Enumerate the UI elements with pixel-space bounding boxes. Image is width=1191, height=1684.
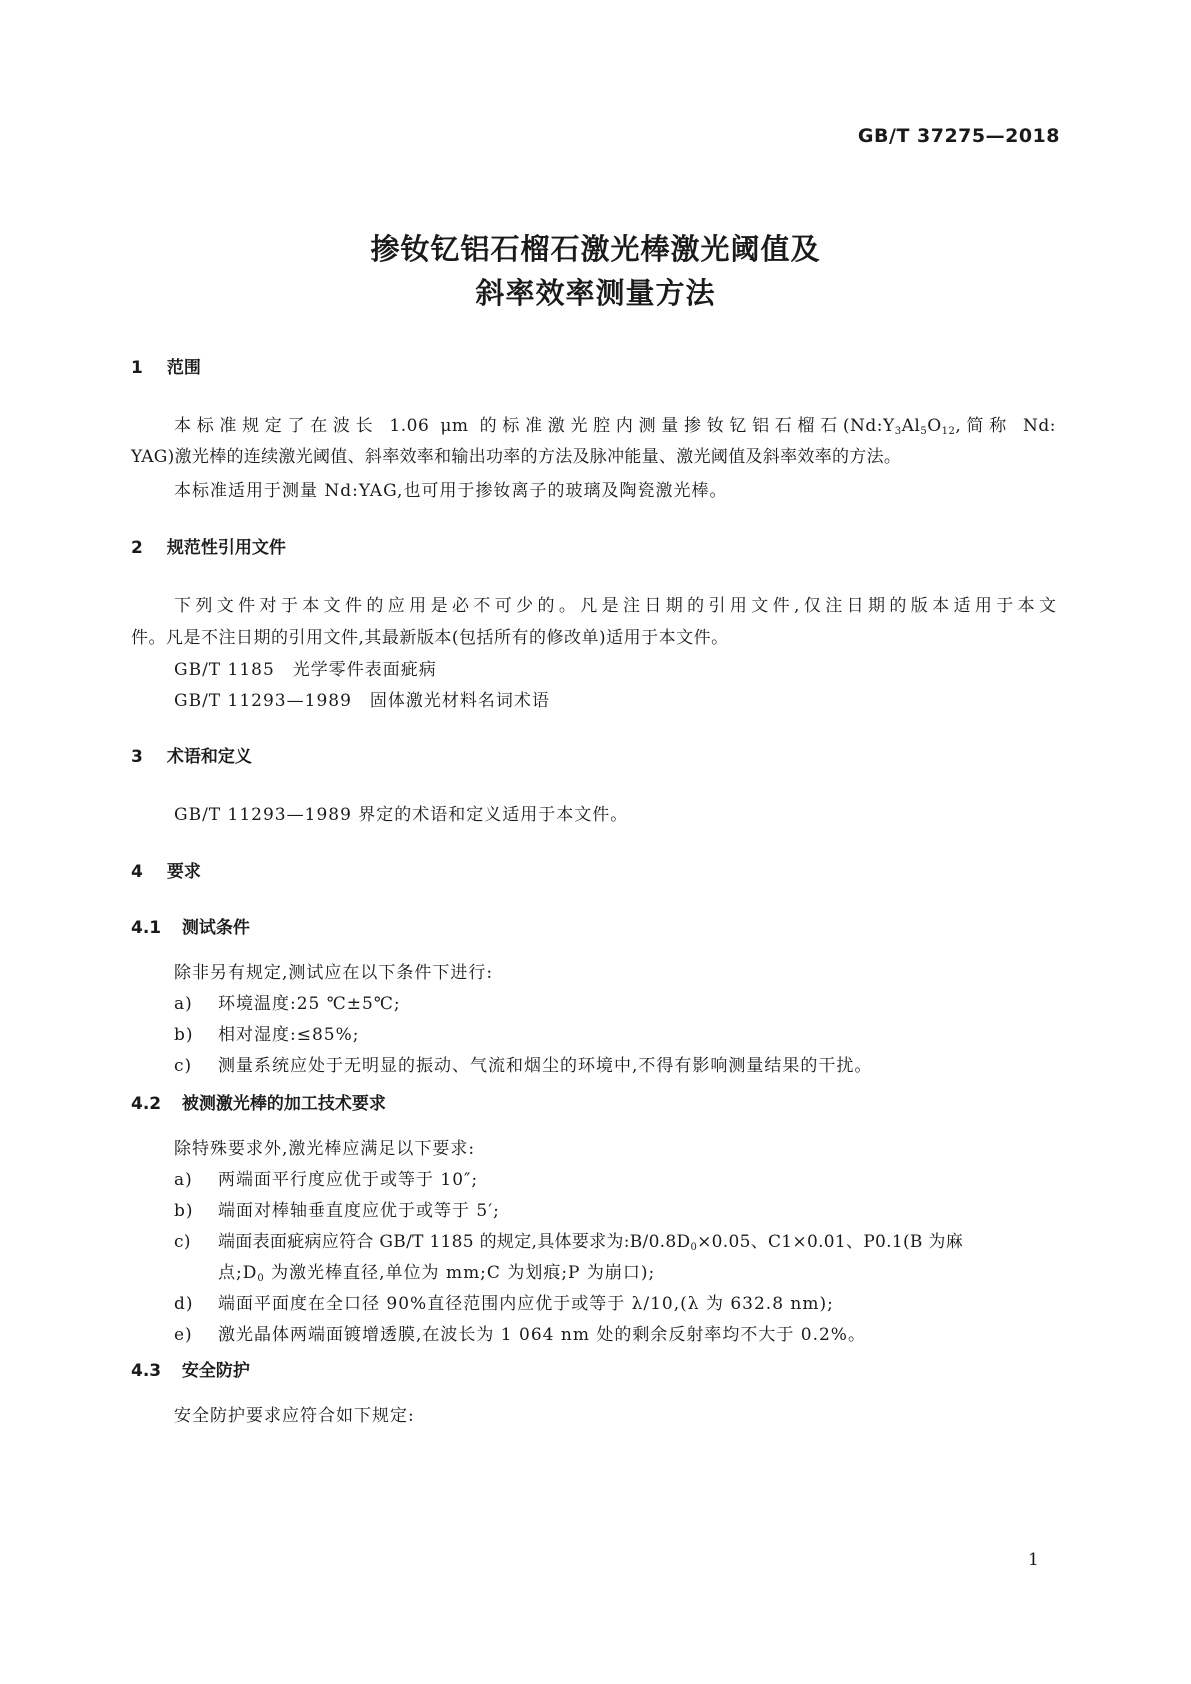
section-number: 1 [131, 358, 143, 378]
section-title: 安全防护 [181, 1361, 250, 1381]
section-4-3-heading [131, 1356, 250, 1381]
subscript: 0 [257, 1273, 265, 1284]
section-1-heading [131, 353, 201, 378]
s2-paragraph-line-2: 件。凡是不注日期的引用文件,其最新版本(包括所有的修改单)适用于本文件。 [131, 628, 729, 648]
list-text: ×0.05、C1×0.01、P0.1(B 为麻 [697, 1232, 964, 1252]
s1-paragraph-1-line-1 [174, 411, 1056, 437]
list-label: b) [174, 1025, 194, 1045]
section-title: 规范性引用文件 [166, 538, 286, 558]
list-item-continuation [218, 1258, 655, 1284]
subscript: 12 [941, 426, 956, 437]
list-label: b) [174, 1201, 194, 1221]
text-run: Al [901, 416, 921, 436]
list-item [174, 1020, 359, 1045]
list-text: 两端面平行度应优于或等于 10″; [218, 1170, 479, 1190]
list-label: c) [174, 1232, 191, 1252]
list-item [174, 1227, 963, 1253]
page-number: 1 [1028, 1550, 1039, 1570]
list-label: d) [174, 1294, 194, 1314]
section-title: 被测激光棒的加工技术要求 [181, 1094, 386, 1114]
list-label: c) [174, 1056, 193, 1076]
text-run: 本标准规定了在波长 1.06 μm 的标准激光腔内测量掺钕钇铝石榴石(Nd:Y [174, 416, 895, 436]
title-line-2: 斜率效率测量方法 [475, 276, 716, 310]
document-title [0, 227, 1191, 315]
section-number: 4.2 [131, 1094, 162, 1114]
section-number: 4 [131, 862, 143, 882]
text-run: ,简称 Nd: [955, 416, 1056, 436]
list-text: 相对湿度:≤85%; [218, 1025, 360, 1045]
s1-paragraph-2: 本标准适用于测量 Nd:YAG,也可用于掺钕离子的玻璃及陶瓷激光棒。 [174, 481, 728, 501]
list-item [174, 989, 401, 1014]
section-title: 范围 [166, 358, 201, 378]
standard-code: GB/T 37275—2018 [857, 125, 1060, 147]
list-label: a) [174, 1170, 193, 1190]
list-text: 端面对棒轴垂直度应优于或等于 5′; [218, 1201, 500, 1221]
list-text: 点;D [218, 1263, 258, 1283]
list-label: e) [174, 1325, 193, 1345]
reference-gbt-1185: GB/T 1185 光学零件表面疵病 [174, 660, 437, 680]
title-line-1: 掺钕钇铝石榴石激光棒激光阈值及 [370, 232, 821, 266]
s43-intro: 安全防护要求应符合如下规定: [174, 1406, 415, 1426]
section-3-heading [131, 742, 252, 767]
s1-paragraph-1-line-2: YAG)激光棒的连续激光阈值、斜率效率和输出功率的方法及脉冲能量、激光阈值及斜率效率的方法。 [131, 447, 902, 467]
list-text: 为激光棒直径,单位为 mm;C 为划痕;P 为崩口); [264, 1263, 656, 1283]
section-number: 4.3 [131, 1361, 162, 1381]
list-item [174, 1165, 478, 1190]
list-text: 端面平面度在全口径 90%直径范围内应优于或等于 λ/10,(λ 为 632.8 nm); [218, 1294, 834, 1314]
section-title: 术语和定义 [166, 747, 252, 767]
subscript: 5 [920, 426, 928, 437]
list-text: 端面表面疵病应符合 GB/T 1185 的规定,具体要求为:B/0.8D [218, 1232, 691, 1252]
list-item [174, 1320, 866, 1345]
s2-paragraph-line-1: 下列文件对于本文件的应用是必不可少的。凡是注日期的引用文件,仅注日期的版本适用于本文 [174, 596, 1056, 616]
s41-intro: 除非另有规定,测试应在以下条件下进行: [174, 963, 494, 983]
text-run: O [927, 416, 942, 436]
section-2-heading [131, 533, 286, 558]
list-text: 激光晶体两端面镀增透膜,在波长为 1 064 nm 处的剩余反射率均不大于 0.2%。 [218, 1325, 866, 1345]
section-number: 3 [131, 747, 143, 767]
list-text: 环境温度:25 ℃±5℃; [218, 994, 401, 1014]
section-4-1-heading [131, 913, 250, 938]
subscript: 0 [690, 1242, 698, 1253]
s3-paragraph: GB/T 11293—1989 界定的术语和定义适用于本文件。 [174, 805, 629, 825]
s42-intro: 除特殊要求外,激光棒应满足以下要求: [174, 1139, 476, 1159]
reference-gbt-11293: GB/T 11293—1989 固体激光材料名词术语 [174, 691, 550, 711]
list-item [174, 1051, 872, 1076]
section-number: 2 [131, 538, 143, 558]
list-text: 测量系统应处于无明显的振动、气流和烟尘的环境中,不得有影响测量结果的干扰。 [218, 1056, 873, 1076]
section-title: 测试条件 [181, 918, 250, 938]
section-title: 要求 [166, 862, 201, 882]
section-4-2-heading [131, 1089, 386, 1114]
section-4-heading [131, 857, 201, 882]
section-number: 4.1 [131, 918, 162, 938]
list-item [174, 1196, 500, 1221]
list-label: a) [174, 994, 193, 1014]
list-item [174, 1289, 834, 1314]
subscript: 3 [894, 426, 902, 437]
